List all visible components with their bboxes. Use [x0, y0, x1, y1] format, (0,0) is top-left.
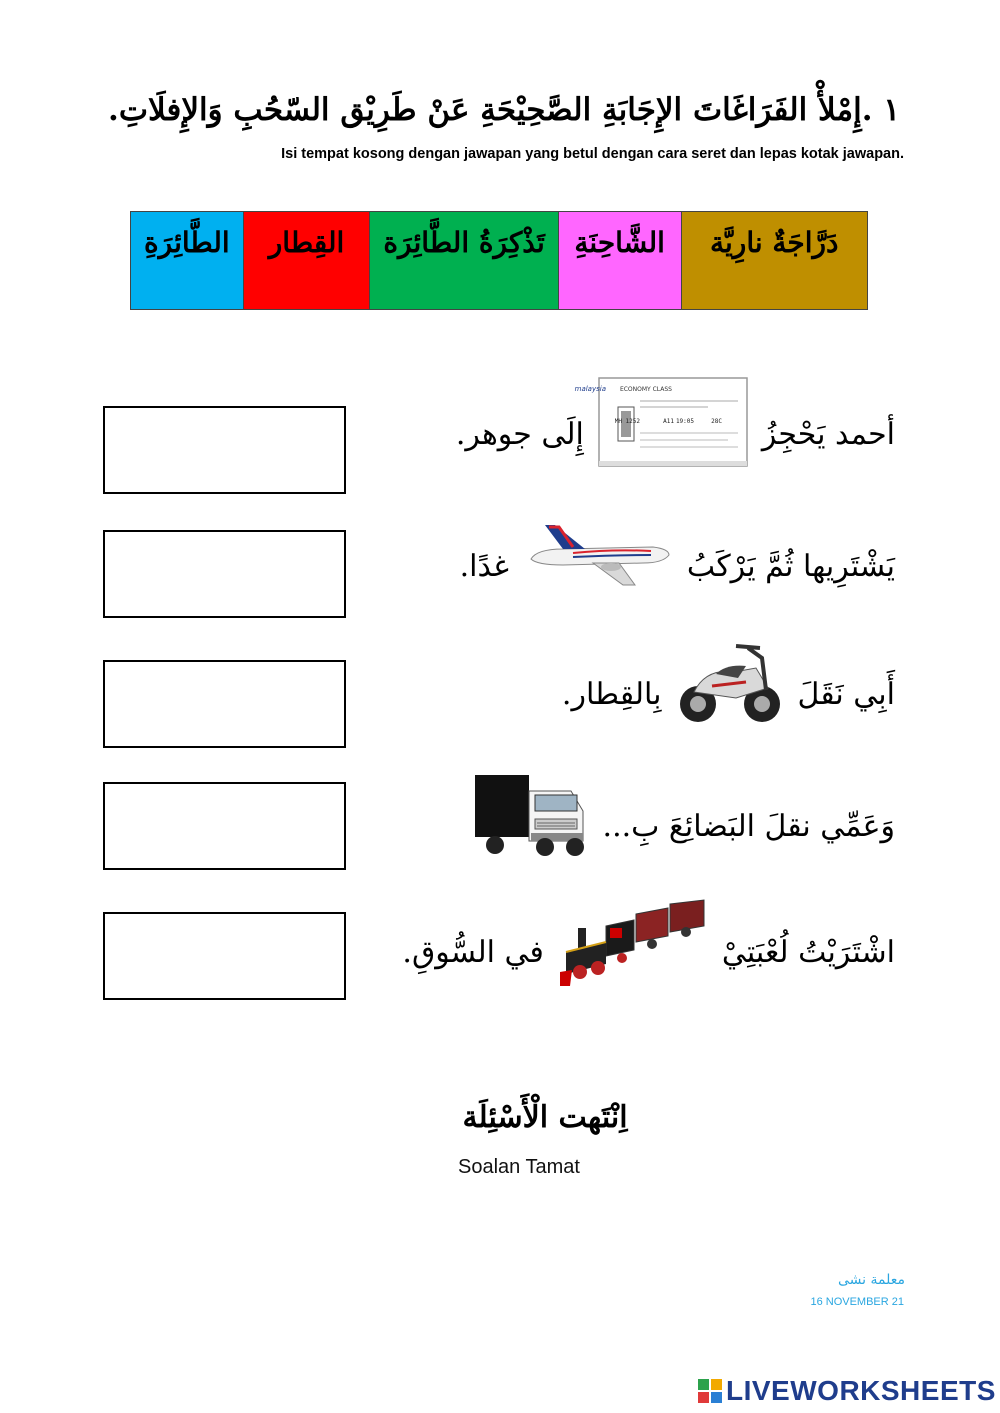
answer-chip-plane-ticket[interactable]: تَذْكِرَةُ الطَّائِرَة — [370, 212, 558, 309]
sentence-3 — [415, 660, 895, 730]
answer-chip-airplane[interactable]: الطَّائِرَةِ — [131, 212, 244, 309]
sentence-4-before: وَعَمِّي نقلَ البَضائِعَ بِ... — [602, 809, 895, 844]
answer-chip-motorcycle[interactable]: دَرَّاجَةٌ نارِيَّة — [682, 212, 868, 309]
answer-chip-lorry[interactable]: الشَّاحِنَةِ — [559, 212, 682, 309]
boarding-pass-flight: MH 1252 — [614, 418, 640, 425]
answer-drop-box-3[interactable] — [103, 660, 346, 748]
sentence-3-before: أَبِي نَقَلَ — [797, 677, 895, 712]
answer-chip-train[interactable]: القِطار — [244, 212, 371, 309]
teacher-name: معلمة نشى — [838, 1272, 905, 1288]
liveworksheets-logo — [697, 1376, 996, 1406]
boarding-pass-time: 19:05 — [675, 418, 694, 425]
boarding-pass-gate: 28C — [711, 418, 722, 425]
liveworksheets-logo-text: LIVEWORKSHEETS — [726, 1375, 996, 1406]
question-title: ١ .إِمْلأْ الفَرَاغَاتَ الإِجَابَةِ الصَّحِيْحَةِ عَنْ طَرِيْق السّحُبِ وَالإِفلَاتِ. — [108, 92, 900, 128]
sentence-3-after: بِالقِطار. — [561, 677, 662, 712]
sentence-1 — [415, 385, 895, 470]
liveworksheets-logo-icon — [697, 1378, 723, 1404]
boarding-pass-icon — [574, 377, 748, 493]
truck-icon — [471, 771, 589, 883]
airplane-icon — [523, 519, 673, 615]
question-instruction: Isi tempat kosong dengan jawapan yang betul dengan cara seret dan lepas kotak jawapan. — [281, 146, 904, 162]
sentence-5-after: في السُّوقِ. — [402, 935, 544, 970]
sentence-4 — [415, 792, 895, 862]
sentence-5-before: اشْتَرَيْتُ لُعْبَتِيْ — [721, 935, 895, 970]
answer-drop-box-4[interactable] — [103, 782, 346, 870]
answer-drop-box-5[interactable] — [103, 912, 346, 1000]
sentence-2-after: غدًا. — [459, 549, 509, 584]
toy-train-icon — [558, 892, 708, 1014]
sentence-2-before: يَشْتَرِيها ثُمَّ يَرْكَبُ — [686, 549, 895, 584]
boarding-pass-airline: malaysia — [574, 385, 606, 393]
sentence-1-after: إِلَى جوهر. — [455, 417, 584, 452]
motorcycle-icon — [676, 638, 784, 752]
end-of-questions-malay: Soalan Tamat — [458, 1156, 580, 1178]
sentence-2 — [415, 532, 895, 602]
answer-drop-box-1[interactable] — [103, 406, 346, 494]
end-of-questions-arabic: اِنْتَهت الْأَسْئِلَة — [462, 1100, 628, 1135]
boarding-pass-seat: A11 — [663, 418, 674, 425]
sentence-1-before: أحمد يَحْجِزُ — [761, 417, 895, 452]
answer-bank — [130, 211, 868, 310]
boarding-pass-class: ECONOMY CLASS — [619, 386, 672, 393]
answer-drop-box-2[interactable] — [103, 530, 346, 618]
sentence-5 — [402, 918, 895, 988]
worksheet-date: 16 NOVEMBER 21 — [810, 1296, 904, 1308]
